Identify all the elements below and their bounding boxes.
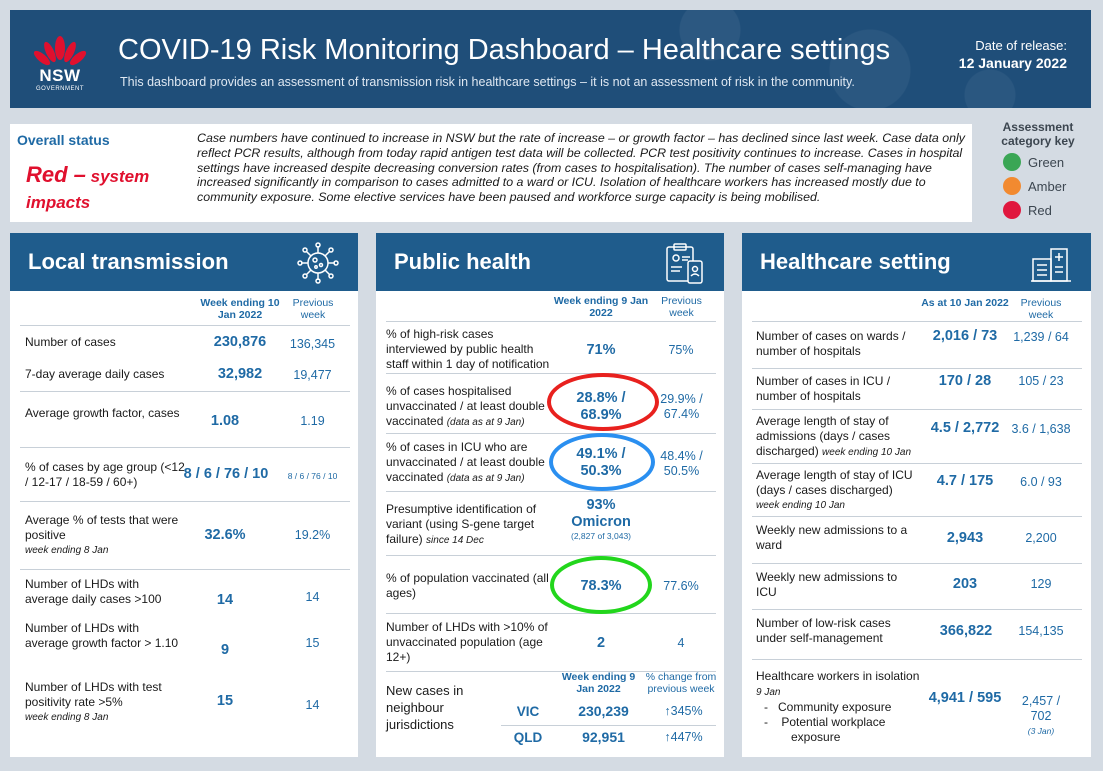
row-value: 28.8% / 68.9% [576, 390, 626, 423]
row-label: Weekly new admissions to a ward [756, 523, 908, 552]
divider [752, 516, 1082, 517]
row-label-text: Average length of stay of admissions (days / cases discharged) [756, 414, 891, 458]
row-label: Number of cases in ICU / number of hospitals [756, 374, 891, 403]
amber-dot-icon [1003, 177, 1021, 195]
row-prev: 19,477 [293, 368, 332, 382]
assessment-key [988, 120, 1088, 220]
row-prev: 29.9% / 67.4% [660, 392, 703, 421]
key-item-amber [988, 174, 1088, 196]
row-label [756, 414, 921, 460]
divider [752, 463, 1082, 464]
highlight-ring-blue [549, 433, 655, 491]
highlight-ring-red [547, 373, 659, 431]
row-value: 366,822 [939, 623, 993, 639]
col-header-current: Week ending 9 Jan 2022 [553, 295, 649, 319]
row-label [756, 468, 921, 513]
row-label: % of cases by age group (<12 / 12-17 / 18-59 / 60+) [25, 460, 185, 489]
sub-item: - Potential workplace exposure [764, 715, 886, 744]
panel-header [376, 233, 724, 291]
row-value: 4.7 / 175 [936, 473, 994, 489]
row-value: 78.3% [580, 578, 622, 594]
col-header-current: As at 10 Jan 2022 [921, 297, 1009, 309]
local-transmission-panel [10, 233, 358, 757]
row-prev: 1,239 / 64 [1013, 330, 1069, 344]
divider [752, 563, 1082, 564]
divider [752, 368, 1082, 369]
overall-status-value [26, 162, 186, 216]
row-prev-note: (3 Jan) [1027, 726, 1055, 736]
row-note: (data as at 9 Jan) [446, 417, 525, 428]
row-prev: 3.6 / 1,638 [1011, 422, 1071, 436]
row-prev: 15 [305, 636, 320, 650]
divider [20, 325, 350, 326]
green-dot-icon [1003, 153, 1021, 171]
panel-title: Local transmission [28, 249, 229, 274]
row-value: 2,016 / 73 [932, 328, 998, 344]
row-label: % of population vaccinated (all ages) [386, 571, 549, 600]
row-prev: 136,345 [289, 337, 336, 351]
overall-status-text: Case numbers have continued to increase in NSW but the rate of increase – or growth factor – has declined since last week. Case data only reflect PCR results, although from today rapid antigen test data will be collected. PCR test positivity continues to increase. Cases in hospital settings have increased despite decreasing conversion rates (from cases to hospitalisation). The number of cases self-managing have increased significantly in comparison to cases admitted to a ward or ICU. Isolation of healthcare workers has increased mostly due to community exposure. Some elective services have been paused and workforce surge capacity is being mobilised. [197, 131, 965, 205]
divider [386, 613, 716, 614]
public-health-panel [376, 233, 724, 757]
row-prev: 48.4% / 50.5% [660, 449, 703, 478]
neighbour-label: New cases in neighbour jurisdictions [386, 683, 464, 732]
status-impacts: system impacts [26, 167, 150, 212]
row-label [386, 384, 556, 430]
panel-header [742, 233, 1091, 291]
divider [386, 555, 716, 556]
col-header-current: Week ending 10 Jan 2022 [200, 297, 280, 321]
row-prev: 4 [677, 636, 685, 650]
row-label-text: % of cases in ICU who are unvaccinated / at least double vaccinated [386, 440, 545, 484]
divider [752, 409, 1082, 410]
row-prev: 1.19 [300, 414, 325, 428]
divider [20, 447, 350, 448]
state-label: QLD [513, 730, 543, 745]
state-value: 92,951 [582, 729, 625, 745]
row-prev: 2,457 / 702 [1021, 694, 1061, 723]
row-value: 93% Omicron [571, 497, 631, 530]
row-prev: 14 [305, 590, 320, 604]
key-label: Amber [1028, 179, 1067, 194]
sub-item-text: Community exposure [778, 700, 892, 714]
row-note: week ending 8 Jan [25, 712, 109, 723]
logo-text: NSW [39, 66, 81, 85]
row-value: 9 [220, 642, 230, 658]
row-label [25, 680, 185, 725]
row-label: Number of low-risk cases under self-management [756, 616, 891, 645]
sub-item-text: Potential workplace exposure [781, 715, 886, 744]
row-value: 32.6% [204, 527, 246, 543]
divider [386, 491, 716, 492]
row-label: Weekly new admissions to ICU [756, 570, 898, 599]
row-label [25, 513, 185, 558]
row-label-text: % of cases hospitalised unvaccinated / at least double vaccinated [386, 384, 545, 428]
row-label-text: Average % of tests that were positive [25, 513, 179, 542]
divider [20, 391, 350, 392]
state-change: ↑447% [664, 730, 703, 744]
panel-header [10, 233, 358, 291]
row-label: 7-day average daily cases [25, 367, 165, 381]
row-value-note: (2,827 of 3,043) [571, 531, 632, 541]
virus-icon [296, 241, 340, 285]
divider [752, 609, 1082, 610]
divider [20, 569, 350, 570]
row-label: Average growth factor, cases [25, 406, 180, 420]
overall-status-label: Overall status [17, 132, 110, 148]
divider [752, 321, 1082, 322]
row-prev: 2,200 [1025, 531, 1057, 545]
row-label [756, 669, 921, 745]
neighbour-col-current: Week ending 9 Jan 2022 [561, 671, 636, 695]
dashboard-header [10, 10, 1091, 108]
neighbour-col-change: % change from previous week [645, 671, 717, 695]
key-item-green [988, 150, 1088, 172]
row-value: 71% [586, 342, 616, 358]
row-value: 203 [952, 576, 978, 592]
row-value: 15 [216, 693, 234, 709]
row-value: 2,943 [946, 530, 984, 546]
row-prev: 8 / 6 / 76 / 10 [287, 471, 338, 481]
divider [501, 725, 716, 726]
col-header-previous: Previous week [292, 297, 334, 321]
row-label [386, 502, 556, 548]
row-note: since 14 Dec [426, 535, 484, 546]
row-note: week ending 8 Jan [25, 545, 109, 556]
row-label: Number of LHDs with average growth factor > 1.10 [25, 621, 179, 650]
row-prev: 129 [1030, 577, 1052, 591]
row-prev: 14 [305, 698, 320, 712]
row-value: 32,982 [217, 366, 263, 382]
row-value: 49.1% / 50.3% [576, 446, 626, 479]
row-label: % of high-risk cases interviewed by public health staff within 1 day of notification [386, 327, 550, 371]
row-label [386, 440, 558, 486]
divider [386, 373, 716, 374]
row-label: Number of LHDs with >10% of unvaccinated population (age 12+) [386, 620, 548, 664]
state-change: ↑345% [664, 704, 703, 718]
release-date-label: Date of release: [975, 38, 1067, 53]
row-label-text: Healthcare workers in isolation [756, 669, 920, 683]
assessment-key-title: Assessment category key [1001, 120, 1075, 148]
row-note: week ending 10 Jan [756, 500, 845, 511]
key-label: Red [1028, 203, 1052, 218]
row-prev: 6.0 / 93 [1020, 475, 1062, 489]
highlight-ring-green [550, 556, 652, 614]
row-prev: 19.2% [294, 528, 331, 542]
row-value: 4.5 / 2,772 [930, 420, 1000, 436]
row-prev: 77.6% [663, 579, 699, 593]
divider [752, 659, 1082, 660]
red-dot-icon [1003, 201, 1021, 219]
row-value: 2 [596, 635, 606, 651]
row-note: 9 Jan [756, 687, 781, 698]
divider [386, 321, 716, 322]
key-item-red [988, 198, 1088, 220]
healthcare-setting-panel [742, 233, 1091, 757]
row-label-text: Number of LHDs with test positivity rate >5% [25, 680, 162, 709]
row-label-text: Average length of stay of ICU (days / cases discharged) [756, 468, 913, 497]
row-value: 14 [216, 592, 234, 608]
row-prev: 105 / 23 [1018, 374, 1064, 388]
divider [20, 501, 350, 502]
row-label: Number of cases [25, 335, 116, 349]
sub-item: - Community exposure [764, 700, 892, 714]
divider [386, 433, 716, 434]
row-label: Number of LHDs with average daily cases >100 [25, 577, 162, 606]
row-note: (data as at 9 Jan) [446, 473, 525, 484]
row-value: 230,876 [213, 334, 267, 350]
logo-subtext: GOVERNMENT [35, 86, 84, 92]
state-value: 230,239 [578, 703, 629, 719]
state-label: VIC [516, 704, 540, 719]
row-prev: 154,135 [1018, 624, 1064, 638]
row-value: 4,941 / 595 [928, 690, 1002, 706]
row-label: Number of cases on wards / number of hospitals [756, 329, 906, 358]
row-value: 170 / 28 [938, 373, 992, 389]
col-header-previous: Previous week [661, 295, 702, 319]
key-label: Green [1028, 155, 1065, 170]
row-value: 1.08 [210, 413, 240, 429]
page-subtitle: This dashboard provides an assessment of transmission risk in healthcare settings – it is not an assessment of risk in the community. [120, 75, 855, 89]
panel-title: Public health [394, 249, 531, 274]
release-date: 12 January 2022 [958, 55, 1067, 71]
page-title: COVID-19 Risk Monitoring Dashboard – Healthcare settings [118, 34, 891, 66]
panel-title: Healthcare setting [760, 249, 951, 274]
hospital-building-icon [1029, 241, 1073, 285]
row-label-text: Presumptive identification of variant (using S-gene target failure) [386, 502, 537, 546]
row-note: week ending 10 Jan [822, 447, 912, 458]
row-prev: 75% [668, 343, 694, 357]
clipboard-phone-icon [662, 241, 706, 285]
row-value: 8 / 6 / 76 / 10 [183, 466, 269, 482]
status-red: Red – [26, 162, 86, 187]
col-header-previous: Previous week [1020, 297, 1062, 321]
overall-status-box [10, 124, 972, 222]
